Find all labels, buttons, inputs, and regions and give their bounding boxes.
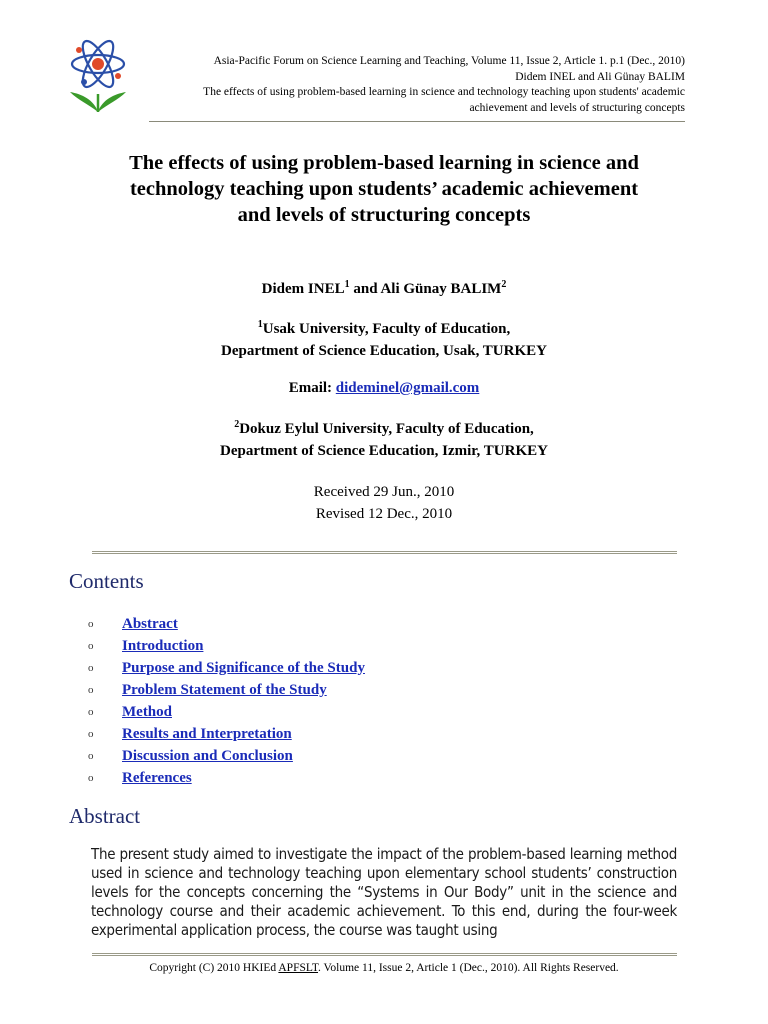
header-divider bbox=[149, 121, 685, 122]
footer-divider bbox=[92, 953, 677, 956]
affiliation-2-line-2: Department of Science Education, Izmir, TURKEY bbox=[220, 443, 548, 459]
abstract-text: The present study aimed to investigate the impact of the problem-based learning method used in science and technology teaching upon elementary school students’ construction levels for the concepts concerning the “Systems in Our Body” unit in the science and technology course and their academic achievement. To this end, during the four-week experimental application process, the course was taught using bbox=[91, 845, 677, 939]
affiliation-1-line-1: Usak University, Faculty of Education, bbox=[262, 321, 511, 337]
toc-item bbox=[88, 679, 365, 701]
toc-item bbox=[88, 767, 365, 789]
toc-item bbox=[88, 723, 365, 745]
toc-link-results[interactable]: Results and Interpretation bbox=[122, 725, 292, 742]
footer-journal-link[interactable]: APFSLT bbox=[278, 962, 319, 974]
paper-title bbox=[60, 150, 708, 228]
submission-dates bbox=[60, 481, 708, 525]
toc-link-introduction[interactable]: Introduction bbox=[122, 637, 204, 654]
footer-suffix: . Volume 11, Issue 2, Article 1 (Dec., 2010). All Rights Reserved. bbox=[318, 962, 619, 974]
toc-link-problem-statement[interactable]: Problem Statement of the Study bbox=[122, 681, 327, 698]
header-title-line-1: The effects of using problem-based learning in science and technology teaching upon students' academic bbox=[203, 86, 685, 98]
author-1: Didem INEL bbox=[261, 281, 345, 297]
author-2-affiliation-marker: 2 bbox=[501, 279, 507, 290]
bullet-icon: o bbox=[88, 772, 94, 784]
abstract-heading: Abstract bbox=[69, 804, 141, 828]
title-line-3: and levels of structuring concepts bbox=[237, 204, 531, 226]
contents-heading: Contents bbox=[69, 569, 144, 593]
title-line-2: technology teaching upon students’ academic achievement bbox=[129, 178, 639, 200]
copyright-footer bbox=[0, 962, 768, 974]
section-divider bbox=[92, 551, 677, 554]
received-date: Received 29 Jun., 2010 bbox=[313, 484, 455, 500]
running-header bbox=[125, 54, 685, 116]
title-line-1: The effects of using problem-based learning in science and bbox=[129, 152, 639, 174]
author-connector: and bbox=[349, 281, 381, 297]
affiliation-2-line-1: Dokuz Eylul University, Faculty of Education, bbox=[239, 421, 534, 437]
affiliation-1-marker: 1 bbox=[257, 319, 263, 330]
footer-prefix: Copyright (C) 2010 HKIEd bbox=[149, 962, 279, 974]
revised-date: Revised 12 Dec., 2010 bbox=[315, 506, 453, 522]
toc-link-purpose[interactable]: Purpose and Significance of the Study bbox=[122, 659, 365, 676]
toc-link-method[interactable]: Method bbox=[122, 703, 172, 720]
bullet-icon: o bbox=[88, 706, 94, 718]
toc-link-abstract[interactable]: Abstract bbox=[122, 615, 178, 632]
email-link[interactable]: dideminel@gmail.com bbox=[335, 380, 480, 396]
abstract-body bbox=[91, 845, 677, 940]
bullet-icon: o bbox=[88, 662, 94, 674]
bullet-icon: o bbox=[88, 750, 94, 762]
bullet-icon: o bbox=[88, 684, 94, 696]
bullet-icon: o bbox=[88, 640, 94, 652]
email-label: Email: bbox=[288, 380, 336, 396]
author-1-affiliation-marker: 1 bbox=[344, 279, 350, 290]
author-2: Ali Günay BALIM bbox=[380, 281, 502, 297]
bullet-icon: o bbox=[88, 618, 94, 630]
bullet-icon: o bbox=[88, 728, 94, 740]
toc-item bbox=[88, 635, 365, 657]
affiliation-2 bbox=[60, 418, 708, 462]
toc-item bbox=[88, 657, 365, 679]
journal-citation: Asia-Pacific Forum on Science Learning and Teaching, Volume 11, Issue 2, Article 1. p.1 (Dec., 2010) bbox=[213, 55, 685, 67]
toc-item bbox=[88, 745, 365, 767]
toc-link-references[interactable]: References bbox=[122, 769, 192, 786]
journal-logo-atom-icon bbox=[64, 38, 132, 114]
table-of-contents bbox=[88, 613, 365, 789]
email-line bbox=[60, 380, 708, 397]
header-title-line-2: achievement and levels of structuring concepts bbox=[469, 101, 685, 114]
author-line bbox=[60, 281, 708, 298]
affiliation-2-marker: 2 bbox=[234, 419, 240, 430]
header-authors: Didem INEL and Ali Günay BALIM bbox=[515, 70, 685, 83]
toc-item bbox=[88, 613, 365, 635]
affiliation-1 bbox=[60, 318, 708, 362]
toc-link-discussion[interactable]: Discussion and Conclusion bbox=[122, 747, 293, 764]
toc-item bbox=[88, 701, 365, 723]
affiliation-1-line-2: Department of Science Education, Usak, TURKEY bbox=[221, 343, 547, 359]
